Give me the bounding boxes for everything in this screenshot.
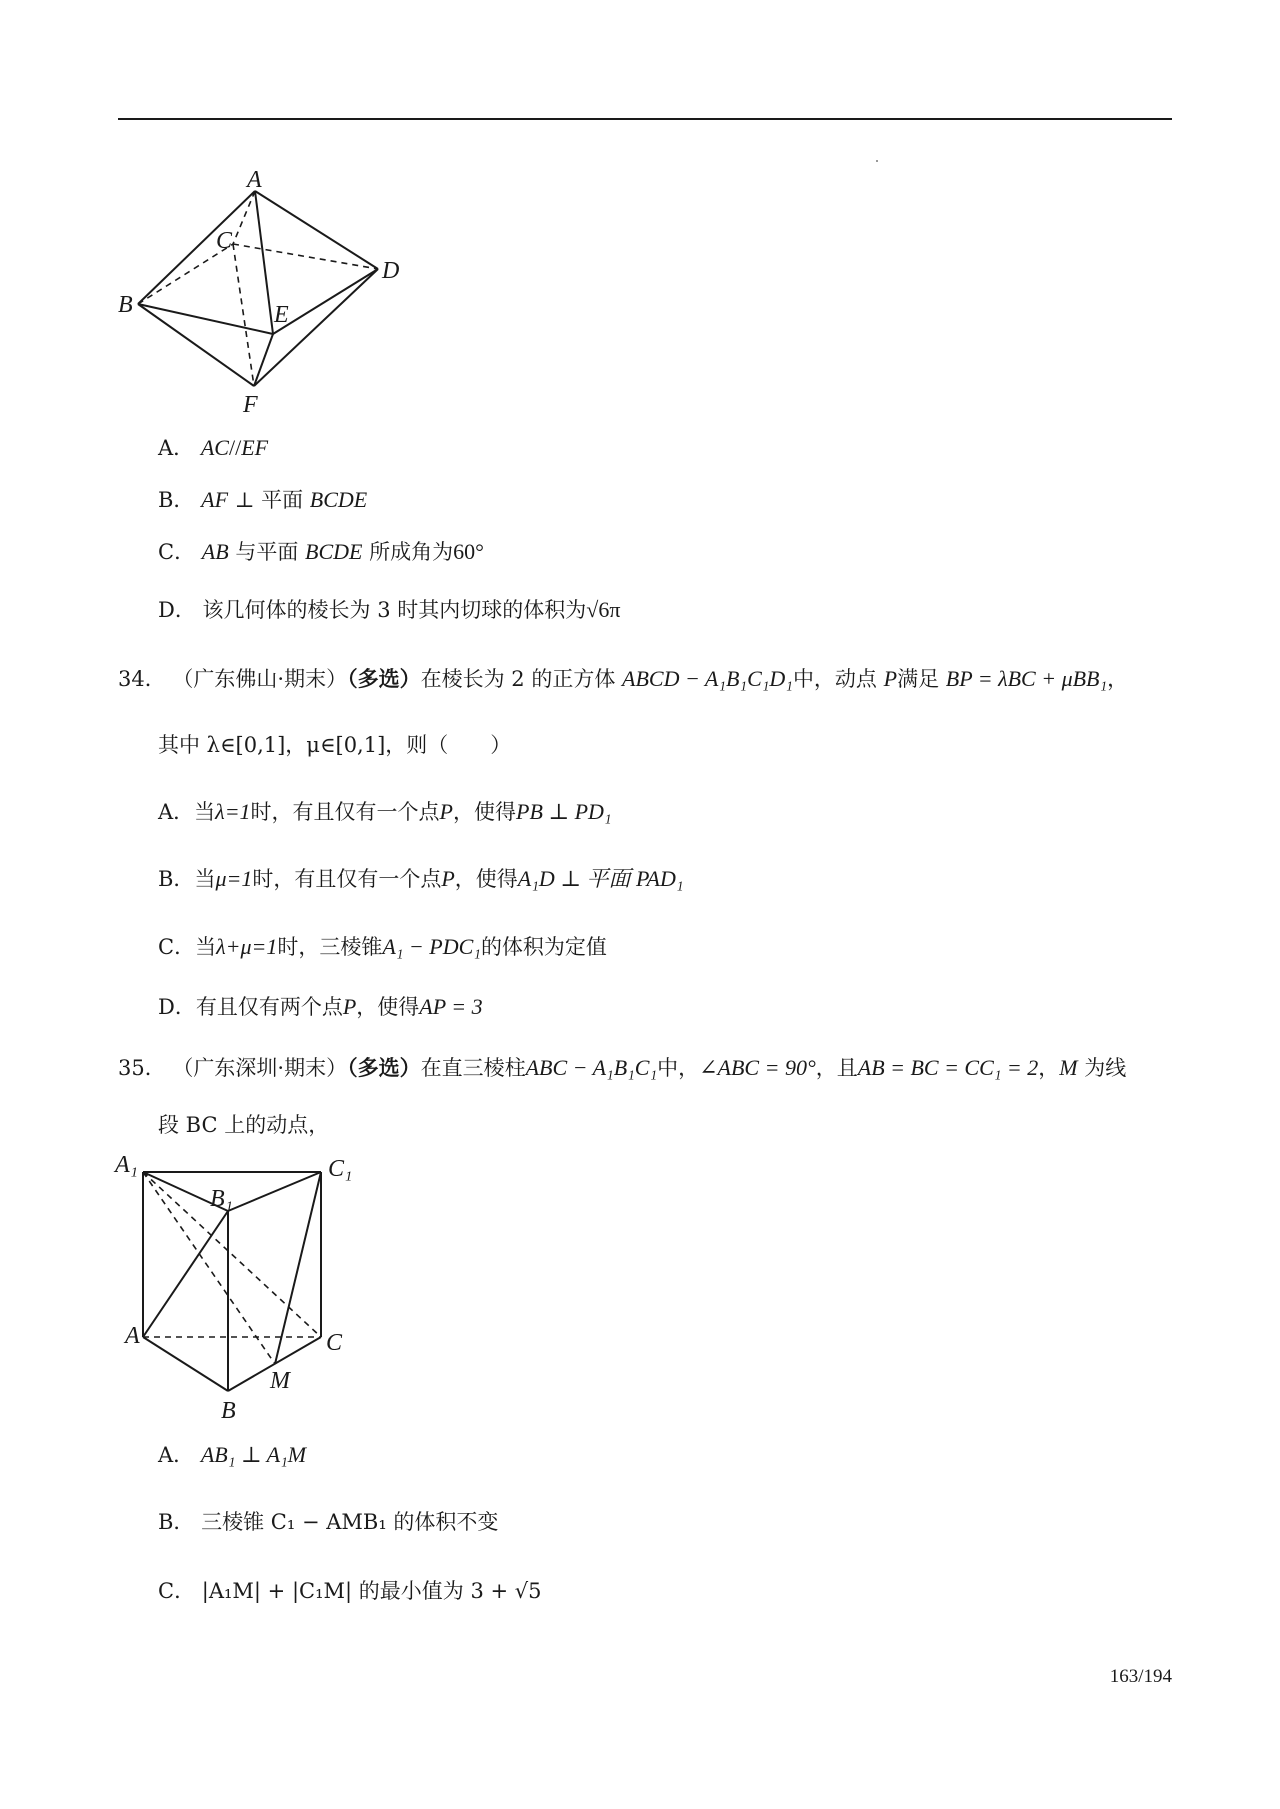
q34-stem: 34． （广东佛山·期末）（多选）在棱长为 2 的正方体 ABCD − A₁B₁C₁D₁中，动点 P满足 BP = λBC + μBB₁， bbox=[118, 666, 1129, 691]
edge-CF bbox=[233, 244, 254, 386]
vertex-label-F: F bbox=[243, 392, 258, 418]
edge-B1C1 bbox=[228, 1172, 321, 1211]
vertex-label-A: A bbox=[125, 1323, 140, 1349]
edge-CD bbox=[233, 244, 378, 269]
edge-AB bbox=[143, 1337, 228, 1391]
q35-stem-line2: 段 BC 上的动点， bbox=[158, 1113, 330, 1137]
vertex-label-C1: C₁ bbox=[328, 1156, 353, 1182]
q33-option-d: D． 该几何体的棱长为 3 时其内切球的体积为√6π bbox=[158, 597, 621, 622]
edge-AD bbox=[255, 191, 378, 269]
vertex-label-E: E bbox=[274, 302, 289, 328]
q35-option-a: A． AB₁ ⊥ A₁M bbox=[158, 1442, 307, 1467]
q35-option-c: C． |A₁M| + |C₁M| 的最小值为 3 + √5 bbox=[158, 1579, 542, 1603]
edge-C1M bbox=[275, 1172, 321, 1364]
page-number: 163/194 bbox=[1109, 1666, 1172, 1687]
q34-option-d: D．有且仅有两个点P，使得AP = 3 bbox=[158, 994, 483, 1019]
vertex-label-B: B bbox=[118, 292, 133, 318]
edge-AC bbox=[233, 191, 255, 244]
edge-A1M bbox=[143, 1172, 275, 1364]
q33-option-c: C． AB 与平面 BCDE 所成角为60° bbox=[158, 539, 484, 564]
q33-option-a: A． AC//EF bbox=[158, 435, 269, 460]
vertex-label-A: A bbox=[247, 167, 262, 193]
edge-AB1 bbox=[143, 1211, 228, 1337]
scan-speck bbox=[876, 160, 878, 162]
vertex-label-D: D bbox=[382, 258, 400, 284]
vertex-label-B: B bbox=[221, 1398, 236, 1420]
vertex-label-M: M bbox=[270, 1368, 290, 1394]
q34-stem-line2: 其中 λ∈[0,1]，μ∈[0,1]，则（ ） bbox=[158, 733, 512, 757]
q33-option-b: B． AF ⊥ 平面 BCDE bbox=[158, 487, 368, 512]
edge-AB bbox=[138, 191, 255, 304]
q34-option-b: B．当μ=1时，有且仅有一个点P，使得A₁D ⊥ 平面 PAD₁ bbox=[158, 866, 684, 891]
q35-stem: 35． （广东深圳·期末）（多选）在直三棱柱ABC − A₁B₁C₁中，∠ABC = 90°，且AB = BC = CC₁ = 2，M 为线 bbox=[118, 1055, 1127, 1080]
header-rule bbox=[118, 118, 1172, 120]
q35-option-b: B． 三棱锥 C₁ − AMB₁ 的体积不变 bbox=[158, 1510, 499, 1534]
vertex-label-C: C bbox=[326, 1330, 343, 1356]
q34-option-a: A．当λ=1时，有且仅有一个点P，使得PB ⊥ PD₁ bbox=[158, 799, 612, 824]
figure-octahedron bbox=[110, 160, 430, 430]
vertex-label-A1: A₁ bbox=[115, 1152, 139, 1178]
q34-option-c: C．当λ+μ=1时，三棱锥A₁ − PDC₁的体积为定值 bbox=[158, 934, 607, 959]
edge-DE bbox=[273, 269, 378, 334]
figure-prism bbox=[110, 1150, 370, 1420]
vertex-label-C: C bbox=[216, 228, 233, 254]
vertex-label-B1: B₁ bbox=[210, 1186, 234, 1212]
edge-AE bbox=[255, 191, 273, 334]
